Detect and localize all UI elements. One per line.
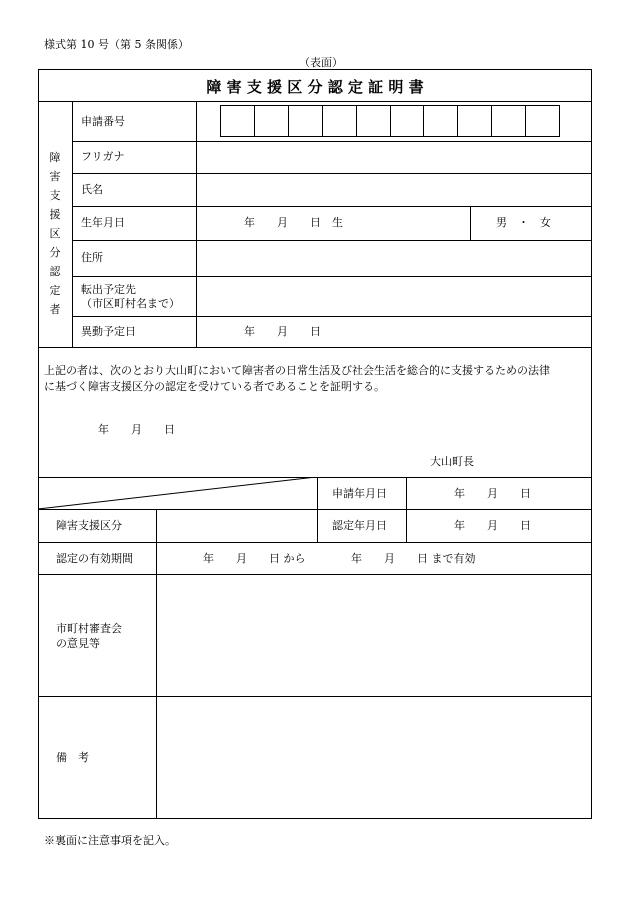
certification-date-format: 年 月 日 [454, 519, 531, 532]
divider [38, 574, 592, 575]
divider [317, 477, 318, 542]
application-number-boxes[interactable] [220, 105, 560, 137]
divider [196, 101, 197, 347]
certification-date-label: 認定年月日 [332, 519, 387, 532]
diagonal-slash [38, 477, 317, 510]
name-label: 氏名 [81, 183, 103, 196]
digit-box[interactable] [357, 106, 391, 136]
move-date-format: 年 月 日 [244, 325, 321, 338]
birthdate-label: 生年月日 [81, 216, 125, 229]
divider [156, 509, 157, 819]
divider [38, 696, 592, 697]
transfer-destination-note: （市区町村名まで） [81, 297, 180, 310]
form-number: 様式第 10 号（第 5 条関係） [44, 38, 189, 51]
opinion-label-line1: 市町村審査会 [56, 622, 122, 635]
divider [38, 542, 592, 543]
digit-box[interactable] [255, 106, 289, 136]
validity-label: 認定の有効期間 [56, 552, 133, 565]
digit-box[interactable] [323, 106, 357, 136]
divider [72, 240, 592, 241]
remarks-label: 備 考 [56, 751, 89, 764]
digit-box[interactable] [526, 106, 559, 136]
divider [72, 173, 592, 174]
page-title: 障 害 支 援 区 分 認 定 証 明 書 [206, 78, 424, 96]
birthdate-format: 年 月 日 生 [244, 216, 343, 229]
divider [72, 141, 592, 142]
transfer-destination-label: 転出予定先 [81, 283, 136, 296]
divider [38, 101, 592, 102]
divider [470, 206, 471, 240]
footer-note: ※裏面に注意事項を記入。 [44, 834, 176, 847]
certification-text-line1: 上記の者は、次のとおり大山町において障害者の日常生活及び社会生活を総合的に支援するための法律 [44, 364, 550, 377]
digit-box[interactable] [289, 106, 323, 136]
divider [406, 477, 407, 542]
move-date-label: 異動予定日 [81, 325, 136, 338]
validity-to: 年 月 日 まで有効 [351, 552, 476, 565]
furigana-label: フリガナ [81, 150, 125, 163]
application-date-format: 年 月 日 [454, 487, 531, 500]
divider [72, 316, 592, 317]
opinion-label-line2: の意見等 [56, 637, 100, 650]
digit-box[interactable] [424, 106, 458, 136]
digit-box[interactable] [221, 106, 255, 136]
form-frame [38, 69, 592, 819]
divider [72, 206, 592, 207]
digit-box[interactable] [391, 106, 425, 136]
divider [38, 347, 592, 348]
certification-text-line2: に基づく障害支援区分の認定を受けている者であることを証明する。 [44, 380, 385, 393]
gender-options[interactable]: 男 ・ 女 [496, 216, 551, 229]
applicant-section-label: 障 害 支 援 区 分 認 定 者 [49, 151, 61, 316]
digit-box[interactable] [492, 106, 526, 136]
validity-from: 年 月 日 から [203, 552, 306, 565]
category-label: 障害支援区分 [56, 519, 122, 532]
address-label: 住所 [81, 251, 103, 264]
issuer-name: 大山町長 [430, 455, 474, 468]
divider [72, 276, 592, 277]
certification-date: 年 月 日 [98, 423, 175, 436]
divider [72, 101, 73, 347]
application-number-label: 申請番号 [81, 115, 125, 128]
digit-box[interactable] [458, 106, 492, 136]
form-side-label: （表面） [299, 56, 343, 69]
application-date-label: 申請年月日 [332, 487, 387, 500]
